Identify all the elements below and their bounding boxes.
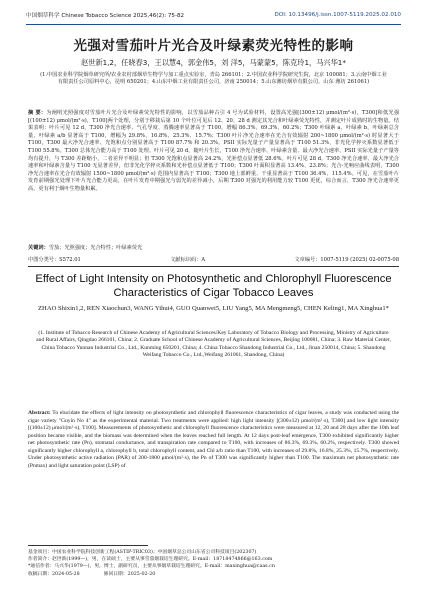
chinese-title: 光强对雪茄叶片光合及叶绿素荧光特性的影响: [73, 38, 354, 54]
received-date: 收稿日期：2024-05-28: [28, 571, 80, 577]
chinese-affiliations: (1.中国农业科学院烟草研究所/农业农村部烟草生物学与加工重点实验室，青岛 266101；2.中国农业科学院研究生院，北京 100081；3.云南中烟工业有限责任公司原料中心，昆明 650201；4.山东中烟工业有限责任公司，济南 250014；5.山东潍坊烟草有限公司，山东 潍坊 261061): [40, 72, 387, 86]
clc-number: 中图分类号：S572.01: [28, 257, 81, 263]
english-abstract-text: To elucidate the effects of light intensity on photosynthetic and chlorophyll fluorescence characteristics of cigar leaves, a study was conducted using the cigar variety "Guyin No 4" as the experimental material. Two treatments were applied: high light intensity [(300±12) μmol/(m²·s), T300] and low light intensity [(100±12) μmol/(m²·s), T100]. Measurements of photosynthetic and chlorophyll fluorescence characteristics were measured at 12, 20 and 28 days after the 10th leaf position became visible, and the biomass was determined when the leaves reached full length. At 12 days post-leaf emergence, T300 exhibited significantly higher net photosynthetic rate (Pn), stomatal conductance, and transpiration rate compared to T100, with increases of 86.3%, 69.3%, 60.2%, respectively. T300 showed significantly higher chlorophyll a, chlorophyll b, total chlorophyll content, and Chl a/b ratio than T100, with increases of 29.8%, 16.8%, 25.3%, 15.7%, respectively. Under photosynthetic active radiation (PAR) of 200-1800 μmol/(m²·s), the Pn of T300 was significantly higher than T100. The maximum net photosynthetic rate (Pnmax) and light saturation point (LSP) of: [28, 410, 399, 469]
revised-date: 修回日期：2025-02-20: [103, 571, 156, 577]
dates-note: [28, 571, 399, 578]
doi-link[interactable]: DOI: 10.13496/j.issn.1007-5119.2025.02.010: [274, 12, 401, 18]
english-title: Effect of Light Intensity on Photosynthetic and Chlorophyll Fluorescence Characteristics of Cigar Tobacco Leaves: [35, 273, 392, 299]
footnotes: [28, 549, 399, 578]
fund-note: 基金项目：中国农业科学院科技创新工程(ASTIP-TRIC03)；中国烟草总公司山东省公司科技项目(202307): [28, 550, 257, 555]
english-abstract: [28, 410, 399, 470]
article-number: 文章编号：1007-5119 (2025) 02-0075-08: [294, 257, 399, 263]
english-authors: ZHAO Shixin1,2, REN Xiaochun3, WANG Yihui4, GUO Quanwei5, LIU Yang5, MA Mengmeng5, CHEN Keling1, MA Xinghua1*: [38, 305, 389, 312]
chinese-abstract: [28, 110, 399, 194]
keywords-text: 雪茄；光照强度；光合特性；叶绿素荧光: [48, 245, 143, 251]
keywords-label: 关键词：: [28, 245, 49, 251]
classification-line: [28, 256, 399, 263]
header-rule: [26, 24, 401, 25]
footnote-rule: [28, 545, 148, 546]
corresponding-author-note: *通信作者：马兴华(1979—)，男，博士，副研究员，主要从事烟草栽培生理研究。E-mail：maxinghua@caas.cn: [28, 564, 275, 570]
chinese-keywords: [28, 244, 399, 251]
document-code: 文献标识码：A: [170, 257, 206, 263]
section-divider: [28, 266, 399, 267]
running-header: [26, 9, 401, 21]
chinese-abstract-label: 摘 要：: [28, 110, 47, 116]
english-affiliations: (1. Institute of Tobacco Research of Chinese Academy of Agricultural Sciences/Key Laboratory of Tobacco Biology and Processing, Ministry of Agriculture and Rural Affairs, Qingdao 266101, China; 2. Graduate School of Chinese Academy of Agricultural Sciences, Beijing 100081, China; 3. Raw Material Center, China Tobacco Yunnan Industrial Co., Ltd., Kunming 650201, China; 4. China Tobacco Shandong Industrial Co., Ltd., Jinan 250014, China; 5. Shandong Weifang Tobacco Co., Ltd.,Weifang 261061, Shandong, China): [36, 330, 391, 359]
journal-citation: 中国烟草科学 Chinese Tobacco Science 2025,46(2): 75-82: [26, 13, 185, 19]
english-abstract-label: Abstract:: [28, 410, 51, 416]
chinese-authors: 赵世新1,2，任晓春3，王以慧4，郭金伟5，刘 洋5，马蒙蒙5，陈克玲1，马兴华1*: [81, 58, 346, 67]
chinese-abstract-text: 为阐明光照强度对雪茄叶片光合及叶绿素荧光特性的影响，以雪茄品种古引 4 号为试验材料，设置高光强[(300±12) μmol/(m²·s)，T300]和低光强[(100±12) μmol/(m²·s)，T100]两个处理，分别于移栽后第 10 个叶位可见后 12、20、28 d 测定其光合和叶绿素荧光特性，并测定叶片成熟时的生物量。结果表明：叶片可见 12 d，T300 净光合速率、气孔导度、蒸腾速率显著高于 T100，增幅 86.3%、69.3%、60.2%；T300 叶绿素 a、叶绿素 b、叶绿素总含量、叶绿素 a/b 显著高于 T100，增幅为 29.8%、16.8%、25.3%、15.7%；T300 叶片净光合速率在光合有效辐射 200~1800 μmol/(m²·s) 时显著大于 T100，T300 最大净光合速率、光饱和点分别显著高于 T100 87.7% 和 20.3%。PSII 实际光量子产量显著高于 T100 51.3%，非光化学猝灭系数显著低于 T100 55.8%。T300 总体光合能力高于 T100 处理。叶片可见 20 d，随叶片生长，T100 净光合速率、叶绿素含量、最大净光合速率、PSII 实际光量子产量等均有提升，与 T300 差距缩小，二者差异不明显；但 T300 光饱和点显著高 24.2%，光补偿点显著低 28.6%。叶片可见 28 d，T300 净光合速率、最大净光合速率和叶绿素含量与 T100 无显著差异，但非光化学猝灭系数和光补偿点显著低于 T100；T300 叶面积显著高 13.4%、23.8%；光合-光响应曲线表明，T300 净光合速率在光合有效辐射 1500~1800 μmol/(m²·s) 范围内显著高于 T100；T300 地上部鲜重、干重显著高于 T100 36.4%、115.4%。可见，在雪茄叶片发育前期强光处理下叶片光合能力更高，在叶片发育中期强光与弱光的差异减小，后期 T300 对强光的利用能力较 T100 更优，综合而言，T300 净光合速率更高，更有利于烟叶生物量积累。: [28, 110, 400, 192]
author-bio-note: 作者简介：赵世新(1999—)，男，在读硕士，主要从事雪茄烟栽培生理研究。E-mail：18718474866@163.com: [28, 557, 273, 563]
